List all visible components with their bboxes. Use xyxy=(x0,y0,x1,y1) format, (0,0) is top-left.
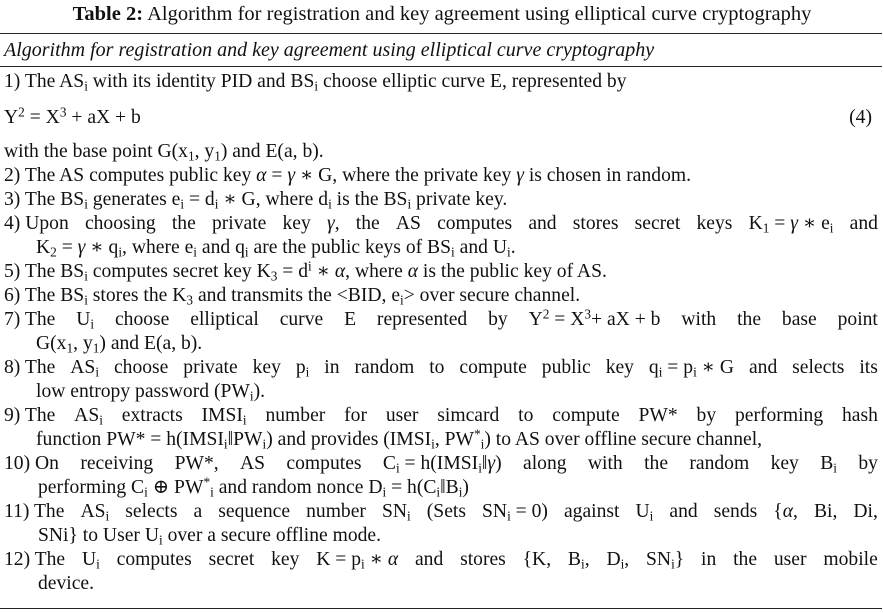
step-11-line-2: SNi} to User $U_i$ over a secure offline mode. xyxy=(38,525,382,548)
step-number: 1) xyxy=(4,71,21,92)
equation-number: (4) xyxy=(849,107,872,128)
step-9-line-2: function $PW* = h(IMSI_i‖PW_i)$ and provides ($IMSI_i$, $PW^*_i$) to AS over offline secure channel, xyxy=(36,426,763,452)
top-rule xyxy=(0,33,882,34)
step-12-line-2: device. xyxy=(38,573,95,594)
table-header: Algorithm for registration and key agreement using elliptical curve cryptography xyxy=(4,39,655,61)
step-number: 8) xyxy=(4,357,21,378)
caption-title: Algorithm for registration and key agreement using elliptical curve cryptography xyxy=(147,3,812,25)
bottom-rule xyxy=(0,608,882,609)
step-8-line-1: 8) The $AS_i$ choose private key $p_i$ in random to compute public key $q_i = p_i$ ∗ G and selects its xyxy=(4,357,878,380)
step-number: 12) xyxy=(4,549,31,570)
step-3: 3) The $BS_i$ generates $e_i = d_i$ ∗ G, where $d_i$ is the $BS_i$ private key. xyxy=(4,189,508,212)
step-4-line-1: 4) Upon choosing the private key γ, the AS computes and stores secret keys $K_1 = \gamma$ ∗ $e_i$ and xyxy=(4,213,878,236)
step-9-line-1: 9) The $AS_i$ extracts $IMSI_i$ number for user simcard to compute PW* by performing hash xyxy=(4,405,878,428)
step-8-line-2: low entropy password $(PW_i)$. xyxy=(36,381,266,404)
caption-label: Table 2: xyxy=(72,3,144,25)
step-7-line-2: $G(x_1$, $y_1$) and E(a, b). xyxy=(36,333,203,356)
step-number: 6) xyxy=(4,285,21,306)
step-7-line-1: 7) The $U_i$ choose elliptical curve E represented by $Y^2 = X^3+$ aX + b with the base point xyxy=(4,306,878,332)
step-number: 3) xyxy=(4,189,21,210)
step-2: 2) The AS computes public key α = γ ∗ G, where the private key γ is chosen in random. xyxy=(4,165,692,186)
step-11-line-1: 11) The $AS_i$ selects a sequence number $SN_i$ (Sets $SN_i = 0$) against $U_i$ and sends {α, Bi, Di, xyxy=(4,501,878,524)
header-rule xyxy=(0,66,882,67)
step-5: 5) The $BS_i$ computes secret key $K_3 = d^i$ ∗ α, where α is the public key of AS. xyxy=(4,258,607,284)
step-10-line-1: 10) On receiving PW*, AS computes $C_i$ = $h(IMSI_i‖\gamma)$ along with the random key $B_i$ by xyxy=(4,453,878,476)
step-1-line-2: with the base point $G(x_1$, $y_1$) and E(a, b). xyxy=(4,141,324,164)
step-4-line-2: $K_2 = \gamma$ ∗ $q_i$, where $e_i$ and $q_i$ are the public keys of $BS_i$ and $U_i$. xyxy=(36,237,516,260)
step-12-line-1: 12) The $U_i$ computes secret key $K = p_i$ ∗ α and stores {K, $B_i$, $D_i$, $SN_i$} in the user mobile xyxy=(4,549,878,572)
algorithm-steps xyxy=(4,70,878,596)
step-10-line-2: performing $C_i$ ⊕ $PW^*_i$ and random nonce $D_i$ = $h(C_i‖B_i)$ xyxy=(38,474,469,500)
step-6: 6) The $BS_i$ stores the $K_3$ and transmits the <BID, $e_i>$ over secure channel. xyxy=(4,285,581,308)
step-number: 7) xyxy=(4,309,21,330)
equation-4 xyxy=(4,94,878,140)
step-number: 2) xyxy=(4,165,21,186)
step-1-line-1: 1) The $AS_i$ with its identity PID and $BS_i$ choose elliptic curve E, represented by xyxy=(4,71,627,94)
step-number: 11) xyxy=(4,501,30,522)
table-caption xyxy=(0,2,884,26)
curve-equation: $Y^2 = X^3$ + aX + b xyxy=(4,104,141,128)
step-number: 10) xyxy=(4,453,31,474)
step-number: 4) xyxy=(4,213,21,234)
step-number: 5) xyxy=(4,261,21,282)
step-number: 9) xyxy=(4,405,21,426)
